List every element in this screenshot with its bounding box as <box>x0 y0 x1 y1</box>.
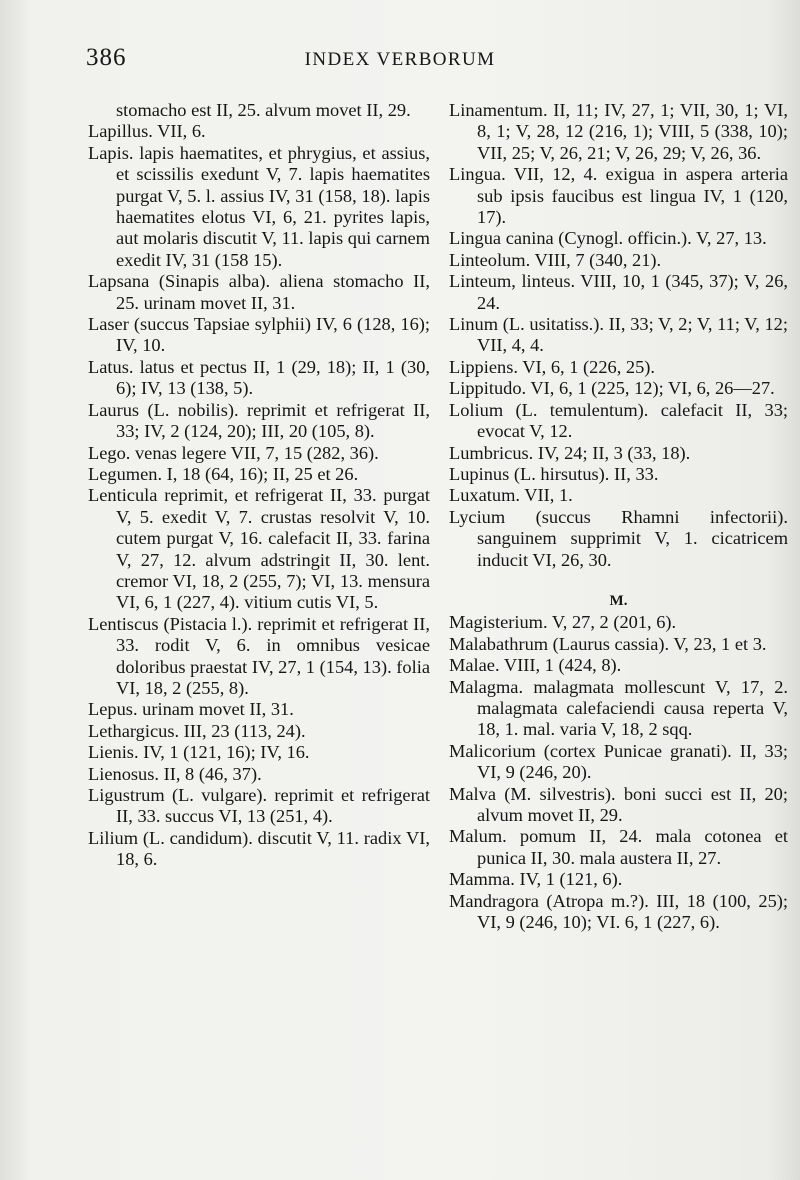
index-entry: Magisterium. V, 27, 2 (201, 6). <box>449 612 677 633</box>
index-entry: Lippiens. VI, 6, 1 (226, 25). <box>449 356 656 377</box>
index-entry: Mamma. IV, 1 (121, 6). <box>449 869 623 890</box>
index-entry: Lingua canina (Cynogl. officin.). V, 27, 13. <box>449 228 767 249</box>
index-entry: Lienis. IV, 1 (121, 16); IV, 16. <box>88 742 310 763</box>
index-entry: Lumbricus. IV, 24; II, 3 (33, 18). <box>449 442 691 463</box>
running-title: INDEX VERBORUM <box>304 49 496 70</box>
index-entry: Malae. VIII, 1 (424, 8). <box>449 655 622 676</box>
index-entry: Laurus (L. nobilis). reprimit et refrigerat II, 33; IV, 2 (124, 20); III, 20 (105, 8). <box>88 399 430 442</box>
index-entry: Linteolum. VIII, 7 (340, 21). <box>449 249 662 270</box>
index-entry: Linum (L. usitatiss.). II, 33; V, 2; V, 11; V, 12; VII, 4, 4. <box>449 314 788 356</box>
index-entry: Lienosus. II, 8 (46, 37). <box>88 763 262 784</box>
index-entry: Lingua. VII, 12, 4. exigua in aspera arteria sub ipsis faucibus est lingua IV, 1 (120, 17). <box>449 164 788 228</box>
index-entry: Ligustrum (L. vulgare). reprimit et refrigerat II, 33. succus VI, 13 (251, 4). <box>88 785 430 827</box>
index-entry: Lapillus. VII, 6. <box>88 121 206 142</box>
index-entry: Lenticula reprimit, et refrigerat II, 33. purgat V, 5. exedit V, 7. crustas resolvit V, 10. cutem purgat V, 16. calefacit II, 33. farina V, 27, 12. alvum adstringit II, 30. lent. cremor VI, 18, 2 (255, 7); VI, 13. mensura VI, 6, 1 (227, 4). vitium cutis VI, 5. <box>88 485 430 613</box>
index-entry: Linamentum. II, 11; IV, 27, 1; VII, 30, 1; VI, 8, 1; V, 28, 12 (216, 1); VIII, 5 (338, 10); VII, 25; V, 26, 21; V, 26, 29; V, 26, 36. <box>449 100 788 163</box>
index-entry-continuation: stomacho est II, 25. alvum movet II, 29. <box>116 100 411 120</box>
index-entry: Malagma. malagmata mollescunt V, 17, 2. malagmata calefaciendi causa reperta V, 18, 1. mal. varia V, 18, 2 sqq. <box>449 676 788 740</box>
section-letter-heading: M. <box>609 592 628 609</box>
index-entry: Lupinus (L. hirsutus). II, 33. <box>449 463 659 484</box>
index-entry: Lepus. urinam movet II, 31. <box>88 699 294 720</box>
index-entry: Legumen. I, 18 (64, 16); II, 25 et 26. <box>88 463 359 484</box>
index-entry: Luxatum. VII, 1. <box>449 485 573 506</box>
index-entry: Lapsana (Sinapis alba). aliena stomacho II, 25. urinam movet II, 31. <box>88 271 430 313</box>
index-entry: Lycium (succus Rhamni infectorii). sanguinem supprimit V, 1. cicatricem inducit VI, 26, 30. <box>449 506 788 570</box>
index-entry: Lego. venas legere VII, 7, 15 (282, 36). <box>88 442 379 463</box>
index-entry: Lolium (L. temulentum). calefacit II, 33; evocat V, 12. <box>449 399 788 442</box>
index-entry: Lethargicus. III, 23 (113, 24). <box>88 720 306 741</box>
index-entry: Laser (succus Tapsiae sylphii) IV, 6 (128, 16); IV, 10. <box>88 314 430 356</box>
index-entry: Lilium (L. candidum). discutit V, 11. radix VI, 18, 6. <box>88 827 430 870</box>
index-entry: Lapis. lapis haematites, et phrygius, et assius, et scissilis exedunt V, 7. lapis haematites purgat V, 5. l. assius IV, 31 (158, 18). lapis haematites elotus VI, 6, 21. pyrites lapis, aut molaris discutit V, 11. lapis qui carnem exedit IV, 31 (158 15). <box>88 142 430 270</box>
index-entry: Malicorium (cortex Punicae granati). II, 33; VI, 9 (246, 20). <box>449 740 788 783</box>
index-column-left <box>88 100 430 871</box>
index-entry: Malum. pomum II, 24. mala cotonea et punica II, 30. mala austera II, 27. <box>449 826 788 868</box>
index-entry: Mandragora (Atropa m.?). III, 18 (100, 25); VI, 9 (246, 10); VI. 6, 1 (227, 6). <box>449 890 788 933</box>
index-column-right <box>449 100 788 933</box>
page-number: 386 <box>86 44 127 71</box>
index-entry: Malabathrum (Laurus cassia). V, 23, 1 et 3. <box>449 633 767 654</box>
index-entry: Malva (M. silvestris). boni succi est II, 20; alvum movet II, 29. <box>449 783 788 825</box>
index-entry: Linteum, linteus. VIII, 10, 1 (345, 37); V, 26, 24. <box>449 271 788 313</box>
index-entry: Latus. latus et pectus II, 1 (29, 18); II, 1 (30, 6); IV, 13 (138, 5). <box>88 356 430 399</box>
index-entry: Lippitudo. VI, 6, 1 (225, 12); VI, 6, 26—27. <box>449 378 775 399</box>
index-entry: Lentiscus (Pistacia l.). reprimit et refrigerat II, 33. rodit V, 6. in omnibus vesicae doloribus praestat IV, 27, 1 (154, 13). folia VI, 18, 2 (255, 8). <box>88 613 430 698</box>
